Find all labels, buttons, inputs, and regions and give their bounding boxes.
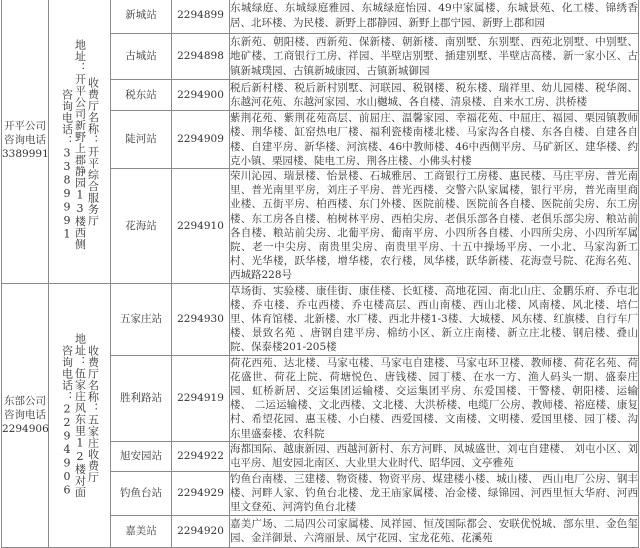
- station-phone: 2294909: [172, 111, 230, 169]
- station-name: 嘉美站: [111, 515, 172, 547]
- station-name: 旭安园站: [111, 441, 172, 471]
- station-areas: 草场街、实验楼、康佳街、康佳楼、长虹楼、高地花园、南北山庄、金鹏乐府、乔屯北楼、乔屯楼、乔屯西楼、乔屯楼高层、西山南楼、西山北楼、风南楼、风北楼、培仁里、体育馆楼、北新楼、水厂楼、西北井楼1-3楼、大城楼、风东楼、红旗楼、自行车厂楼、景致名苑 、唐钢自建平房、棉纺小区、新立庄南楼、新立庄北楼、钢启楼、叠山院、保泰楼201-205楼: [230, 284, 638, 354]
- station-areas: 荷花西苑、达北楼、马家屯楼、马家屯自建楼、马家屯环卫楼、教师楼、荷花名苑、荷花盛世、荷花上院、荷塘悦色、唐钱楼、园丁楼、在水一方、渔人码头一期、盛泰庄园、虹桥新居、交运集团运输楼、交运集团平房、东爱国楼、干警楼、朝阳楼、运输楼、 二运运输楼、文北西楼、文北楼、大洪桥楼、电缆厂公房、教师楼、裕庭楼、康复村、希望花园、惠玉楼、小白楼、西爱国楼、文南楼、文明楼、爱国里楼、园丁楼、沟东里盛泰楼、农科院: [230, 356, 638, 440]
- company-consult-label: 咨询电话: [4, 409, 46, 422]
- company-cell: [2, 0, 49, 283]
- station-name: 陡河站: [111, 111, 172, 169]
- company-name: 开平公司: [4, 120, 46, 132]
- company-phone: 3389991: [2, 148, 49, 161]
- table-row: [2, 0, 639, 34]
- station-areas: 紫荆花苑、紫荆花苑高层、前屈庄、温馨家园、幸福花苑、中屈庄、福园、栗园镇教师楼、荆华楼、缸窑热电厂楼、福利瓷楼南楼北楼、马家沟各自楼、东各自楼、自建各自楼、自建平房、新华楼、河滨楼、46中教师楼、46中西侧平房、马矿新区、建华楼、约克小镇、栗园楼、陡电工房、荆各庄楼、小佛头村楼: [230, 112, 638, 167]
- station-name: 税东站: [111, 80, 172, 111]
- hall-consult-phone: 咨询电话：3389991: [60, 88, 74, 241]
- table-row: [2, 283, 639, 355]
- station-phone: 2294920: [172, 515, 230, 547]
- station-phone: 2294930: [172, 283, 230, 355]
- station-name: 新城站: [111, 0, 172, 34]
- station-phone: 2294929: [172, 471, 230, 515]
- station-phone: 2294910: [172, 169, 230, 284]
- company-consult-label: 咨询电话: [4, 134, 46, 147]
- station-areas: 东城绿庭、东城绿庭雅园、东城绿庭怡园、49中家属楼、东城景苑、化工楼、锦绣香居、北环楼、为民楼、新野上郡静园、新野上郡宁园、新野上郡和园: [230, 0, 639, 34]
- service-station-table: [1, 0, 639, 548]
- station-phone: 2294899: [172, 0, 230, 34]
- station-phone: 2294900: [172, 80, 230, 111]
- hall-name: 收费厅名称：开平综合服务厅: [86, 76, 100, 227]
- station-areas: 嘉美广场、二局四公司家属楼、凤祥园、恒茂国际都会、安联优悦城、部东里、金色玺园、金洋御景、六湾丽景、凤宁花园、宝龙花苑、花溪苑: [230, 515, 639, 547]
- station-phone: 2294919: [172, 355, 230, 441]
- station-areas: 钓鱼台南楼、三建楼、物资楼、物资平房、煤建楼小楼、城山楼、 西山电厂公房、钢丰楼、河畔人家、钓鱼台北楼、龙王庙家属楼、冶金楼、绿锦园、河西里恒大华府、河西里文登苑、河湾钓鱼台北楼: [230, 473, 638, 514]
- station-phone: 2294922: [172, 441, 230, 471]
- company-phone: 2294906: [2, 423, 49, 436]
- station-areas: 税后新村楼、税后新村别墅、河联园、税钢楼、税东楼、瑞祥里、幼儿园楼、税华阁、东越河花苑、东越河家园、水山樾城、各自楼、清泉楼、自来水工房、洪桥楼: [230, 80, 639, 111]
- station-name: 五家庄站: [111, 283, 172, 355]
- station-name: 花海站: [111, 169, 172, 284]
- hall-address: 地址：伍家庄风东里12楼对面: [73, 332, 87, 498]
- station-areas: 东新苑、朝阳楼、西新苑、保新楼、朝新楼、南别墅、东别墅、西苑北别墅、中别墅、地矿楼、工商银行工房、祥园、半壁店别墅、插建别墅、半壁店高楼、新一家小区、古镇新城璞园、古镇新城康园、古镇新城御园: [230, 34, 639, 80]
- service-hall-cell: [49, 0, 111, 283]
- station-areas: 海都国际、越康新园、西越河新村、东方河畔、凤城盛世、刘屯自建楼、 刘屯小区、刘屯平房、旭安园北南区、大业里大业时代、昭华园、文亭雅苑: [230, 443, 638, 470]
- station-areas: 荣川沁园、瑞景楼、怡景楼、石城雅居、工商银行工房楼、惠民楼、马庄平房、普光南里、普光南里平房，刘庄子平房、普光西楼、交警六队家属楼，银行平房，普光南里商业楼、五街平房、柏西楼、东门外楼、医院前楼、医院前各自楼、医院前尖房、东工房楼、东工房各自楼、柏树林平房、西柏尖房、老俱乐部各自楼、老俱乐部尖房、粮站前各自楼、粮站前尖房、北葡平房、葡南平房、小四所各自楼、小四所尖房、小四所军属院、老一中尖房、南贵里尖房、南贵里平房、十五中操场平房、一小北、马家沟新工村、光华楼，跃华楼，增华楼，农行楼，凤华楼，跃华新楼、花海壹号院、花海名苑、西城路228号: [230, 170, 638, 282]
- hall-consult-phone: 咨询电话：2294906: [60, 344, 74, 497]
- hall-address: 地址：开平公司新野上郡静园13楼西侧: [73, 38, 87, 250]
- station-name: 钓鱼台站: [111, 471, 172, 515]
- station-name: 古城站: [111, 34, 172, 80]
- station-phone: 2294898: [172, 34, 230, 80]
- hall-name: 收费厅名称：五家庄收费厅: [86, 344, 100, 483]
- station-name: 胜利路站: [111, 355, 172, 441]
- company-name: 东部公司: [4, 394, 46, 407]
